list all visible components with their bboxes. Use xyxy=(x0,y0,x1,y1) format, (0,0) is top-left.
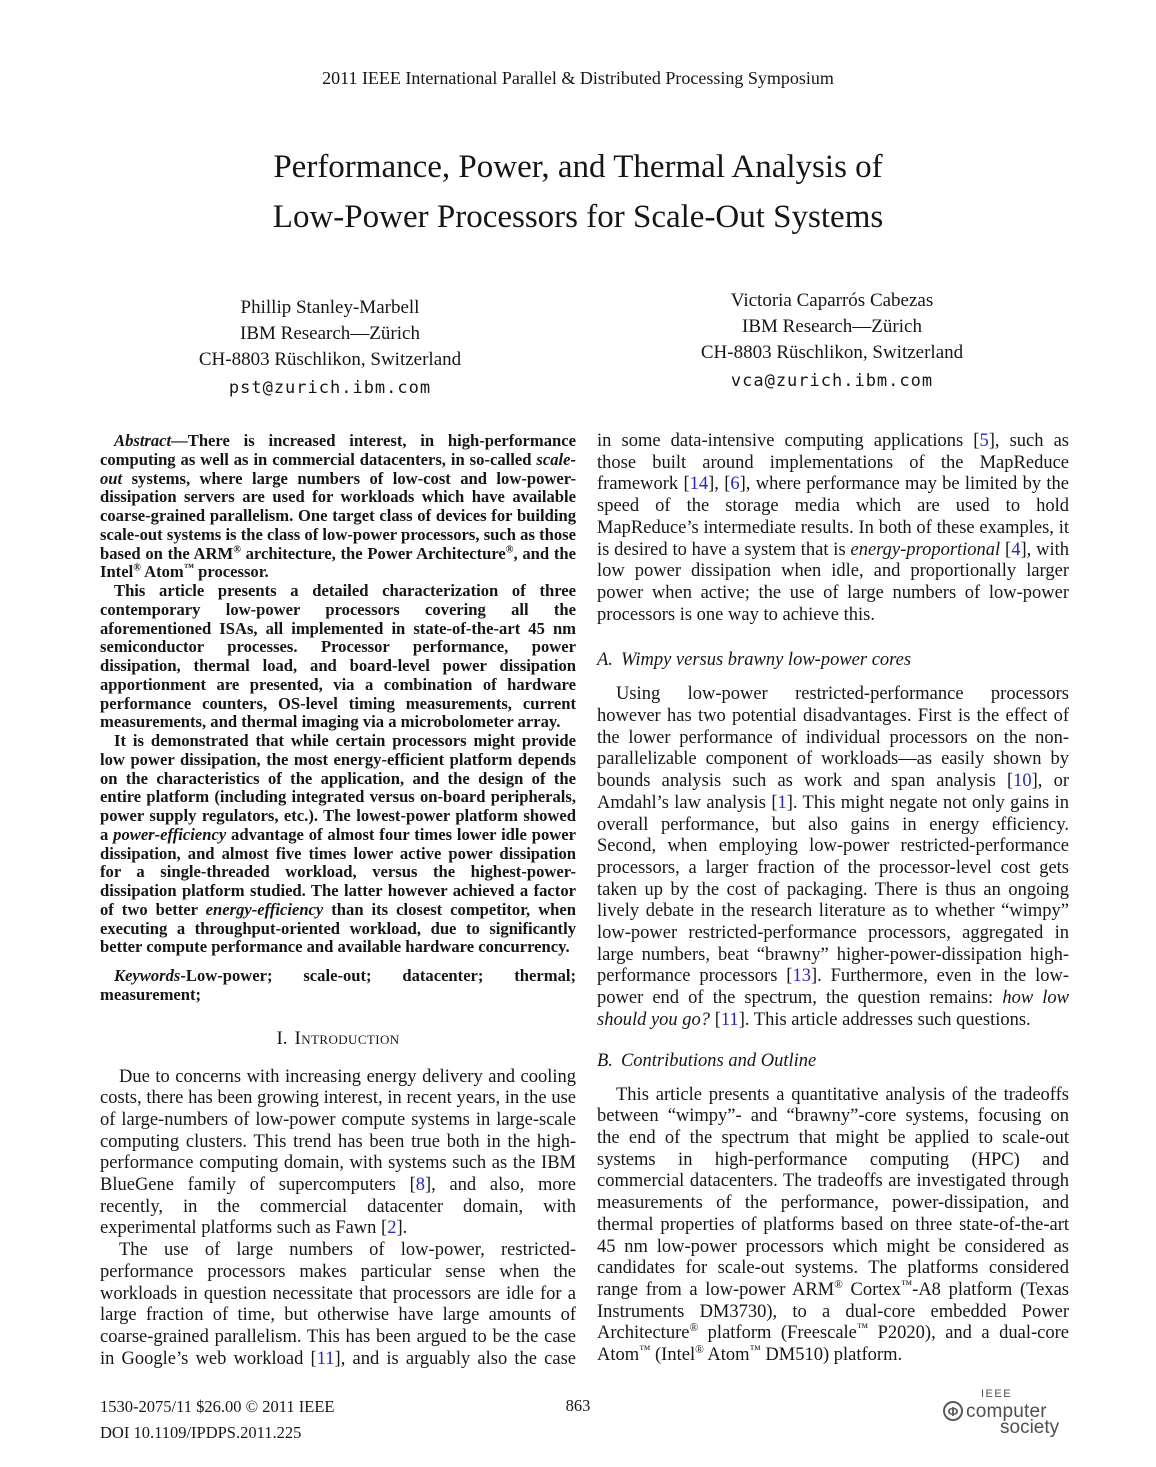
section-heading-introduction xyxy=(100,1028,576,1050)
author-block-1 xyxy=(135,295,525,401)
author-2-address: CH-8803 Rüschlikon, Switzerland xyxy=(700,342,964,363)
author-1-address: CH-8803 Rüschlikon, Switzerland xyxy=(198,349,462,370)
author-1-email: pst@zurich.ibm.com xyxy=(228,378,432,398)
keywords: Keywords-Low-power; scale-out; datacenter; thermal; measurement; xyxy=(100,966,576,1004)
author-block-2 xyxy=(637,288,1027,394)
abstract-paragraph-1: Abstract—There is increased interest, in high-performance computing as well as in commercial datacenters, in so-called scale-out systems, where large numbers of low-cost and low-power-dissipation servers are used for workloads which have available coarse-grained parallelism. One target class of devices for building scale-out systems is the class of low-power processors, such as those based on the ARM® architecture, the Power Architecture®, and the Intel® Atom™ processor. xyxy=(100,431,576,582)
introduction-continuation-paragraph: in some data-intensive computing applications [5], such as those built around implementations of the MapReduce framework [14], [6], where performance may be limited by the speed of the storage media which are used to hold MapReduce’s intermediate results. In both of these examples, it is desired to have a system that is energy-proportional [4], with low power dissipation when idle, and proportionally larger power when active; the use of large numbers of low-power processors is one way to achieve this. xyxy=(597,431,1070,625)
subsection-b-title: Contributions and Outline xyxy=(620,1050,817,1071)
section-number: I. xyxy=(276,1027,288,1049)
logo-computer-text: computer xyxy=(966,1400,1047,1422)
author-1-name: Phillip Stanley-Marbell xyxy=(240,297,420,318)
subsection-heading-b xyxy=(597,1051,1069,1072)
contributions-paragraph: This article presents a quantitative analysis of the tradeoffs between “wimpy”- and “brawny”-core systems, focusing on the end of the spectrum that might be applied to scale-out systems in high-performance computing (HPC) and commercial datacenters. The tradeoffs are investigated through measurements of the performance, power-dissipation, and thermal properties of platforms based on three state-of-the-art 45 nm low-power processors which might be considered as candidates for scale-out systems. The platforms considered range from a low-power ARM® Cortex™-A8 platform (Texas Instruments DM3730), to a dual-core embedded Power Architecture® platform (Freescale™ P2020), and a dual-core Atom™ (Intel® Atom™ DM510) platform. xyxy=(597,1084,1069,1366)
author-2-name: Victoria Caparrós Cabezas xyxy=(730,290,934,311)
paper-title-line-1: Performance, Power, and Thermal Analysis of xyxy=(273,149,883,185)
footer-doi: DOI 10.1109/IPDPS.2011.225 xyxy=(100,1423,302,1442)
subsection-heading-a xyxy=(597,650,1069,671)
logo-ieee-text: IEEE xyxy=(981,1388,1013,1400)
left-column xyxy=(100,432,576,1370)
introduction-paragraph-1: Due to concerns with increasing energy delivery and cooling costs, there has been growing interest, in recent years, in the use of large-numbers of low-power compute systems in large-scale computing clusters. This trend has been true both in the high-performance computing domain, with systems such as the IBM BlueGene family of supercomputers [8], and also, more recently, in the commercial datacenter domain, with experimental platforms such as Fawn [2]. xyxy=(100,1066,576,1239)
page-number: 863 xyxy=(565,1396,591,1415)
subsection-b-number: B. xyxy=(597,1050,613,1071)
section-label: Introduction xyxy=(294,1027,400,1049)
abstract-paragraph-2: This article presents a detailed characterization of three contemporary low-power processors covering all the aforementioned ISAs, all implemented in state-of-the-art 45 nm semiconductor processes. Processor performance, power dissipation, thermal load, and board-level power dissipation apportionment are presented, via a combination of hardware performance counters, OS-level timing measurements, current measurements, and thermal imaging via a microbolometer array. xyxy=(100,581,576,732)
abstract-paragraph-3: It is demonstrated that while certain processors might provide low power dissipation, the most energy-efficient platform depends on the characteristics of the application, and the design of the entire platform (including integrated versus on-board peripherals, power supply regulators, etc.). The lowest-power platform showed a power-efficiency advantage of almost four times lower idle power dissipation, and almost five times lower active power dissipation for a single-threaded workload, versus the highest-power-dissipation platform studied. The latter however achieved a factor of two better energy-efficiency than its closest competitor, when executing a throughput-oriented workload, due to significantly better compute performance and available hardware concurrency. xyxy=(100,731,576,957)
author-2-affiliation: IBM Research—Zürich xyxy=(742,316,922,337)
subsection-a-title: Wimpy versus brawny low-power cores xyxy=(620,650,912,671)
subsection-a-number: A. xyxy=(597,650,613,671)
introduction-paragraph-2: The use of large numbers of low-power, restricted-performance processors makes particular sense when the workloads in question necessitate that processors are idle for a large fraction of time, but otherwise have large amounts of coarse-grained parallelism. This has been argued to be the case in Google’s web workload [11], and is arguably also the case xyxy=(100,1240,577,1369)
author-1-affiliation: IBM Research—Zürich xyxy=(240,323,420,344)
footer-copyright: 1530-2075/11 $26.00 © 2011 IEEE xyxy=(100,1397,335,1416)
logo-society-text: society xyxy=(1000,1417,1060,1438)
paper-title-line-2: Low-Power Processors for Scale-Out Systems xyxy=(272,199,884,235)
author-2-email: vca@zurich.ibm.com xyxy=(730,371,934,391)
wimpy-brawny-paragraph: Using low-power restricted-performance processors however has two potential disadvantages. First is the effect of the lower performance of individual processors on the non-parallelizable component of workloads—as easily shown by bounds analysis such as work and span analysis [10], or Amdahl’s law analysis [1]. This might negate not only gains in overall performance, but also gains in energy efficiency. Second, when employing low-power restricted-performance processors, a larger fraction of the processor-level cost gets taken up by the cost of packaging. There is thus an ongoing lively debate in the research literature as to whether “wimpy” low-power restricted-performance processors, aggregated in large numbers, beat “brawny” higher-power-dissipation high-performance processors [13]. Furthermore, even in the low-power end of the spectrum, the question remains: how low should you go? [11]. This article addresses such questions. xyxy=(597,684,1069,1030)
paper-title xyxy=(0,142,1156,242)
ieee-computer-society-logo xyxy=(943,1389,1063,1437)
ieee-cs-phi-icon: Φ xyxy=(943,1401,963,1421)
conference-header: 2011 IEEE International Parallel & Distributed Processing Symposium xyxy=(322,68,834,88)
right-column xyxy=(597,431,1069,1367)
